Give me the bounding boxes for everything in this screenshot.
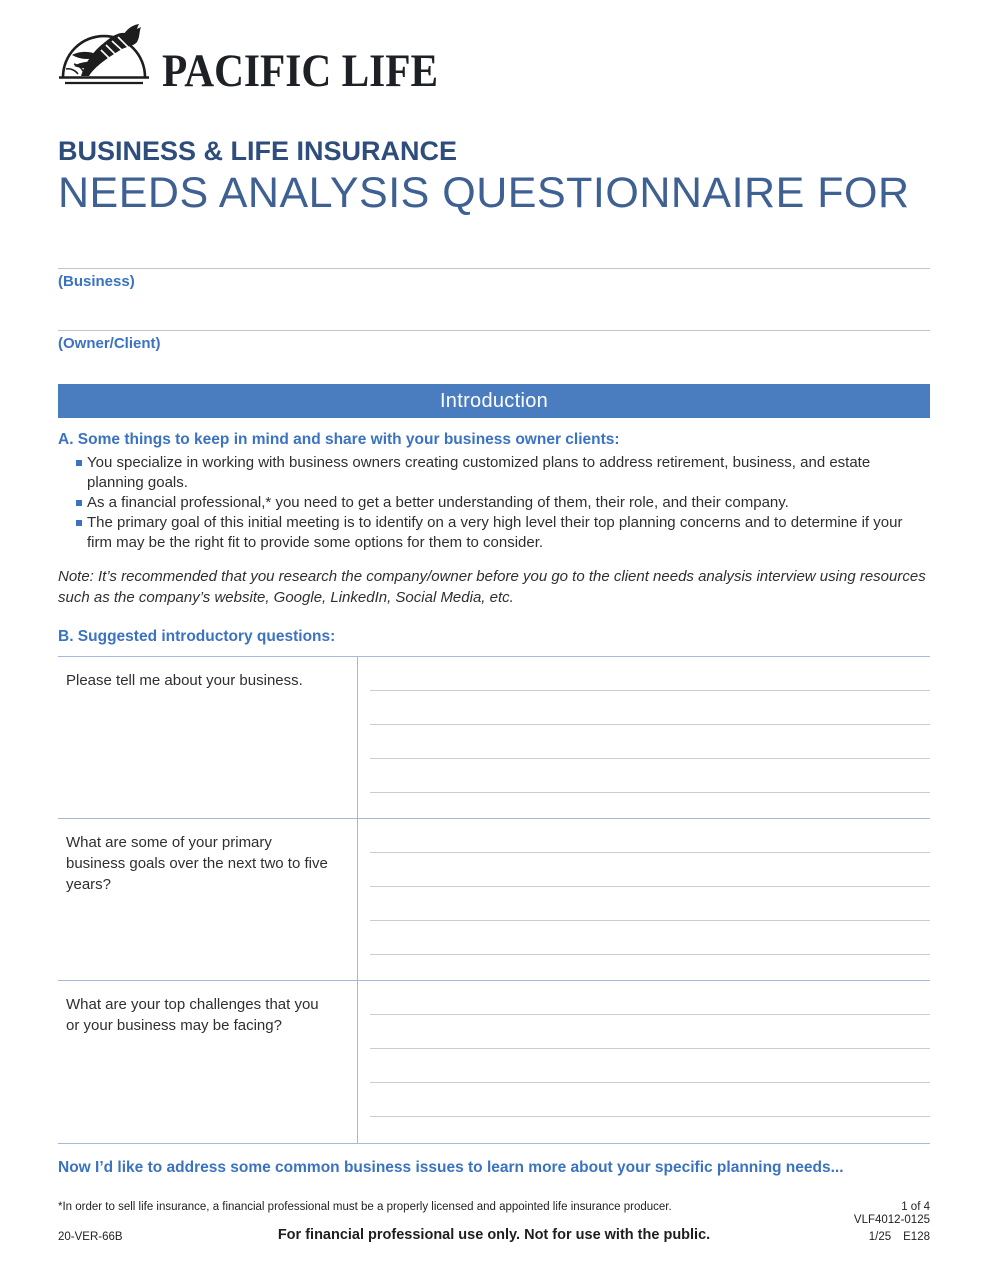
form-code: 20-VER-66B: [58, 1231, 123, 1243]
answer-area: [358, 819, 930, 980]
owner-client-field-label: (Owner/Client): [58, 335, 161, 352]
introductory-questions-table: [58, 656, 930, 1144]
date-edition-codes: [869, 1231, 930, 1243]
page-title: NEEDS ANALYSIS QUESTIONNAIRE FOR: [58, 169, 910, 217]
answer-write-line[interactable]: [370, 981, 930, 1015]
question-text: What are some of your primary business goals over the next two to five years?: [58, 819, 358, 980]
answer-write-line[interactable]: [370, 759, 930, 793]
answer-area: [358, 981, 930, 1143]
question-text: Please tell me about your business.: [58, 657, 358, 818]
closing-statement: Now I’d like to address some common business issues to learn more about your specific planning needs...: [58, 1159, 844, 1176]
answer-write-line[interactable]: [370, 887, 930, 921]
use-disclaimer: For financial professional use only. Not for use with the public.: [277, 1227, 711, 1243]
bullet-text: You specialize in working with business owners creating customized plans to address retirement, business, and estate planning goals.: [87, 454, 871, 491]
answer-write-line[interactable]: [370, 1049, 930, 1083]
answer-write-line[interactable]: [370, 725, 930, 759]
owner-client-write-line[interactable]: [58, 330, 930, 331]
bullet-item: [76, 453, 930, 493]
bullet-item: [76, 513, 930, 553]
question-row-goals: [58, 819, 930, 981]
answer-write-line[interactable]: [370, 819, 930, 853]
section-a-heading: A. Some things to keep in mind and share with your business owner clients:: [58, 431, 620, 448]
answer-write-line[interactable]: [370, 691, 930, 725]
square-bullet-icon: [76, 460, 82, 466]
question-text: What are your top challenges that you or your business may be facing?: [58, 981, 358, 1143]
answer-write-line[interactable]: [370, 853, 930, 887]
page-number: 1 of 4: [901, 1201, 930, 1213]
answer-write-line[interactable]: [370, 921, 930, 955]
bullet-text: As a financial professional,* you need to get a better understanding of them, their role, and their company.: [87, 494, 789, 511]
breaching-whale-icon: [58, 21, 150, 96]
square-bullet-icon: [76, 520, 82, 526]
bullet-item: [76, 493, 930, 513]
business-field-label: (Business): [58, 273, 135, 290]
square-bullet-icon: [76, 500, 82, 506]
pacific-life-logo: [58, 26, 930, 96]
business-write-line[interactable]: [58, 268, 930, 269]
answer-write-line[interactable]: [370, 1015, 930, 1049]
section-b-heading: B. Suggested introductory questions:: [58, 628, 336, 645]
answer-write-line[interactable]: [370, 657, 930, 691]
edition-code: E128: [903, 1231, 930, 1243]
answer-area: [358, 657, 930, 818]
page-footer: [58, 1201, 930, 1247]
eyebrow-heading: BUSINESS & LIFE INSURANCE: [58, 136, 458, 166]
bullet-text: The primary goal of this initial meeting is to identify on a very high level their top planning concerns and to determine if your firm may be the right fit to provide some options for them to consider.: [87, 514, 903, 551]
introduction-section-banner: Introduction: [58, 384, 930, 418]
date-code: 1/25: [868, 1231, 892, 1243]
brand-wordmark: PACIFIC LIFE: [162, 45, 439, 97]
question-row-business: [58, 657, 930, 819]
research-note: Note: It’s recommended that you research the company/owner before you go to the client needs analysis interview using resources such as the company’s website, Google, LinkedIn, Social Media, etc.: [58, 568, 926, 606]
section-a-bullet-list: [58, 453, 930, 553]
license-footnote: *In order to sell life insurance, a financial professional must be a properly licensed and appointed life insurance producer.: [58, 1201, 672, 1213]
doc-code: VLF4012-0125: [853, 1214, 930, 1226]
answer-write-line[interactable]: [370, 1083, 930, 1117]
question-row-challenges: [58, 981, 930, 1144]
